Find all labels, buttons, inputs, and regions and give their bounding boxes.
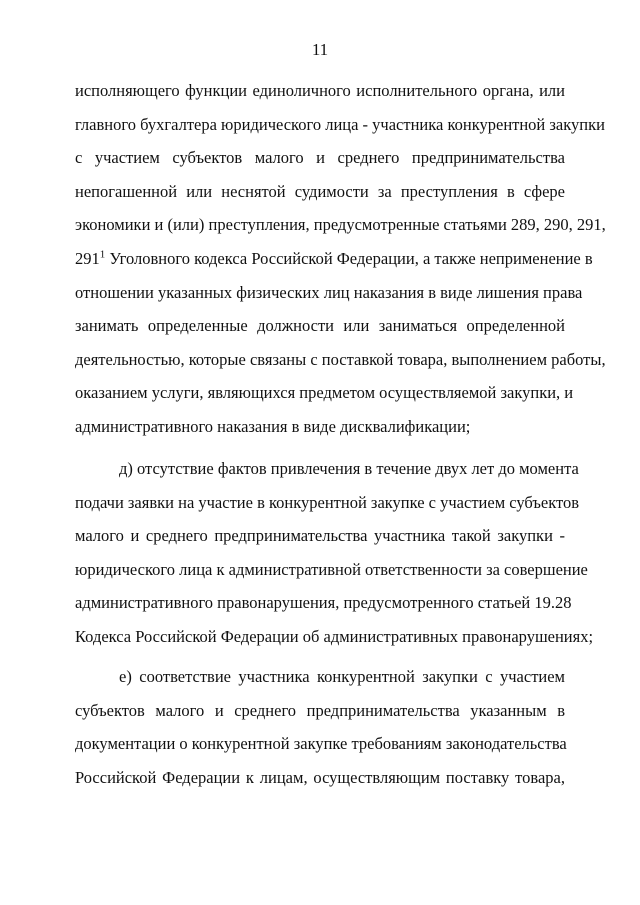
text-line: е) соответствие участника конкурентной закупки с участием (119, 667, 565, 686)
text-line: юридического лица к административной ответственности за совершение (75, 559, 588, 579)
text-line: малого и среднего предпринимательства участника такой закупки - (75, 526, 565, 546)
paragraph-e (75, 660, 565, 794)
text-line: занимать определенные должности или заниматься определенной (75, 316, 565, 336)
page-number: 11 (311, 40, 329, 59)
text-line: Кодекса Российской Федерации об административных правонарушениях; (75, 626, 594, 646)
text-line: Российской Федерации к лицам, осуществляющим поставку товара, (75, 767, 565, 787)
text-line: с участием субъектов малого и среднего предпринимательства (75, 148, 565, 168)
text-line: экономики и (или) преступления, предусмотренные статьями 289, 290, 291, (75, 215, 606, 235)
article-superscript: 1 (99, 248, 106, 261)
text-line: административного наказания в виде дисквалификации; (75, 416, 471, 436)
text-line: административного правонарушения, предусмотренного статьей 19.28 (75, 593, 572, 613)
text-line: оказанием услуги, являющихся предметом осуществляемой закупки, и (75, 383, 574, 403)
text-line-with-superscript (75, 242, 593, 276)
text-fragment: Уголовного кодекса Российской Федерации, а также неприменение в (109, 248, 593, 268)
article-number: 291 (75, 248, 100, 268)
paragraph-continuation (75, 74, 606, 444)
text-line: исполняющего функции единоличного исполнительного органа, или (75, 81, 565, 100)
text-line: документации о конкурентной закупке требованиям законодательства (75, 734, 567, 754)
text-line: деятельностью, которые связаны с поставкой товара, выполнением работы, (75, 349, 606, 369)
paragraph-d (75, 452, 594, 654)
text-line: подачи заявки на участие в конкурентной закупке с участием субъектов (75, 492, 580, 512)
text-line: непогашенной или неснятой судимости за преступления в сфере (75, 181, 565, 201)
text-line: субъектов малого и среднего предпринимательства указанным в (75, 700, 565, 720)
text-line: отношении указанных физических лиц наказания в виде лишения права (75, 282, 583, 302)
text-line: главного бухгалтера юридического лица - участника конкурентной закупки (75, 114, 605, 134)
text-line: д) отсутствие фактов привлечения в течение двух лет до момента (119, 459, 579, 478)
